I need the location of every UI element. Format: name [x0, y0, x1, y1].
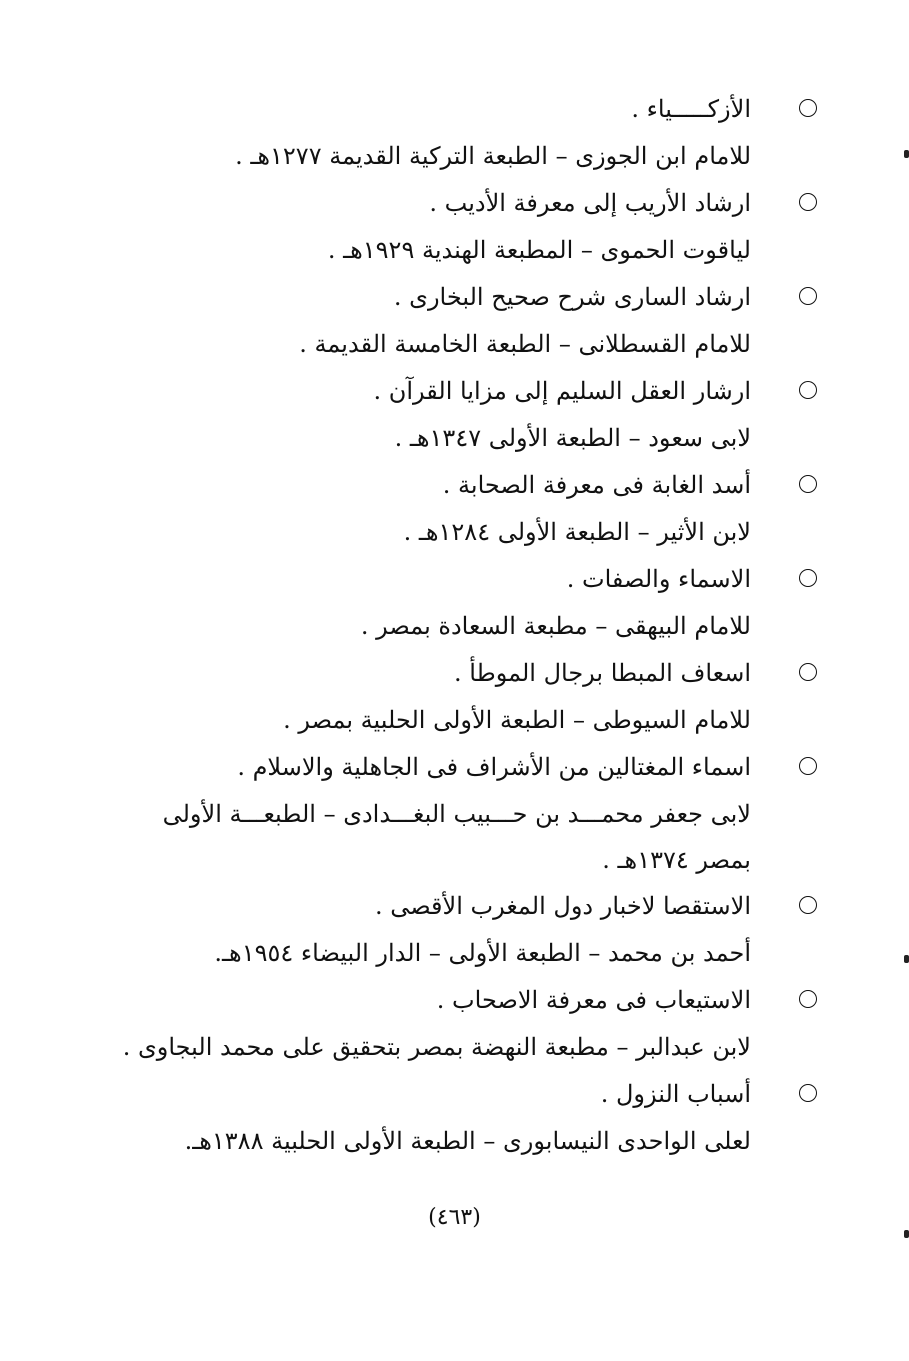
entry-title: ارشاد الأريب إلى معرفة الأديب . [429, 189, 751, 217]
circle-bullet-icon [799, 896, 817, 914]
entry-title-row [117, 368, 817, 415]
page-number: (٤٦٣) [428, 1205, 481, 1230]
circle-bullet-icon [799, 757, 817, 775]
bibliography-entry [117, 180, 817, 274]
entry-note: لابن الأثير – الطبعة الأولى ١٢٨٤هـ . [403, 518, 751, 546]
entry-note: لابن عبدالبر – مطبعة النهضة بمصر بتحقيق على محمد البجاوى . [122, 1033, 751, 1061]
entry-note: أحمد بن محمد – الطبعة الأولى – الدار البيضاء ١٩٥٤هـ. [214, 939, 751, 967]
entry-title: اسعاف المبطا برجال الموطأ . [454, 659, 751, 687]
entry-title-row [117, 86, 817, 133]
scan-edge-mark [904, 1230, 909, 1238]
circle-bullet-icon [799, 569, 817, 587]
entry-note: لياقوت الحموى – المطبعة الهندية ١٩٢٩هـ . [327, 236, 751, 264]
entry-note: للامام السيوطى – الطبعة الأولى الحلبية بمصر . [283, 706, 751, 734]
circle-bullet-icon [799, 99, 817, 117]
bibliography-entry [117, 274, 817, 368]
entry-title-row [117, 977, 817, 1024]
entry-note: للامام البيهقى – مطبعة السعادة بمصر . [360, 612, 751, 640]
entry-title: أسباب النزول . [600, 1080, 751, 1108]
bibliography-list [117, 86, 817, 1165]
circle-bullet-icon [799, 381, 817, 399]
entry-title-row [117, 1071, 817, 1118]
entry-title-row [117, 274, 817, 321]
bibliography-entry [117, 556, 817, 650]
entry-title: اسماء المغتالين من الأشراف فى الجاهلية والاسلام . [237, 753, 751, 781]
entry-note: لابى سعود – الطبعة الأولى ١٣٤٧هـ . [394, 424, 751, 452]
entry-title: الاسماء والصفات . [566, 565, 751, 593]
circle-bullet-icon [799, 1084, 817, 1102]
entry-title: أسد الغابة فى معرفة الصحابة . [442, 471, 751, 499]
entry-title-row [117, 180, 817, 227]
entry-note: لابى جعفر محمـــد بن حـــبيب البغـــدادى – الطبعـــة الأولى بمصر ١٣٧٤هـ . [162, 800, 751, 874]
entry-title-row [117, 744, 817, 791]
entry-title-row [117, 556, 817, 603]
bibliography-entry [117, 744, 817, 883]
entry-title-row [117, 650, 817, 697]
entry-title: الأزكـــــياء . [631, 95, 751, 123]
bibliography-entry [117, 368, 817, 462]
entry-title: الاستيعاب فى معرفة الاصحاب . [436, 986, 751, 1014]
entry-title: ارشار العقل السليم إلى مزايا القرآن . [373, 377, 751, 405]
circle-bullet-icon [799, 475, 817, 493]
bibliography-entry [117, 650, 817, 744]
entry-note: للامام ابن الجوزى – الطبعة التركية القديمة ١٢٧٧هـ . [235, 142, 751, 170]
bibliography-entry [117, 977, 817, 1071]
circle-bullet-icon [799, 990, 817, 1008]
entry-title: ارشاد السارى شرح صحيح البخارى . [393, 283, 751, 311]
bibliography-entry [117, 1071, 817, 1165]
entry-note: لعلى الواحدى النيسابورى – الطبعة الأولى الحلبية ١٣٨٨هـ. [184, 1127, 751, 1155]
bibliography-entry [117, 883, 817, 977]
bibliography-entry [117, 86, 817, 180]
entry-title-row [117, 462, 817, 509]
scan-edge-mark [904, 955, 909, 963]
entry-title: الاستقصا لاخبار دول المغرب الأقصى . [374, 892, 751, 920]
scan-edge-mark [904, 150, 909, 158]
entry-note: للامام القسطلانى – الطبعة الخامسة القديمة . [299, 330, 751, 358]
bibliography-entry [117, 462, 817, 556]
circle-bullet-icon [799, 287, 817, 305]
entry-title-row [117, 883, 817, 930]
circle-bullet-icon [799, 663, 817, 681]
circle-bullet-icon [799, 193, 817, 211]
